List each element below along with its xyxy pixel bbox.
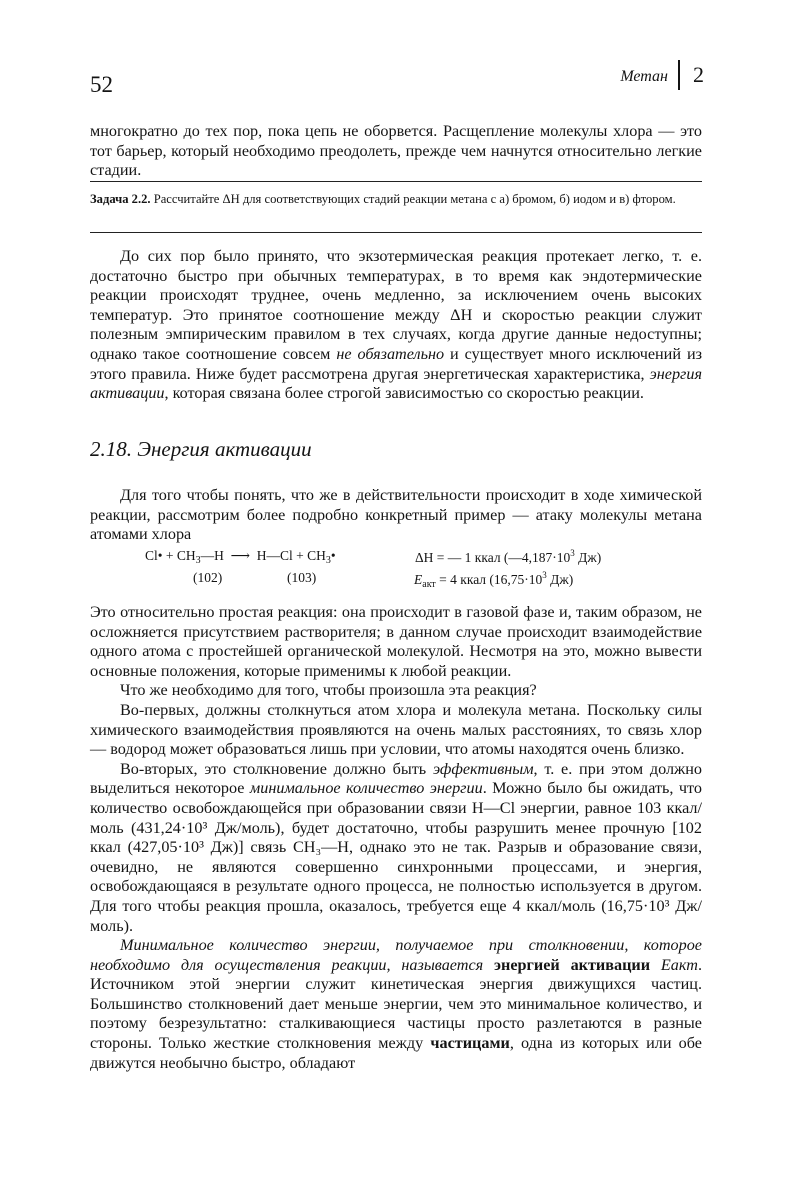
paragraph-simple-reaction [90, 603, 702, 1073]
problem-block [90, 191, 702, 208]
bold-text: частицами [430, 1034, 510, 1053]
subscript: 3 [325, 555, 331, 566]
paragraph-text: . Источником этой энергии служит кинетическая энергия движущихся частиц. Большинство столкновений дает меньше энергии, чем это минимальное количество, и поэтому безрезультатно: сталкивающиеся частицы просто разлетаются в разные стороны. Только жесткие столкновения между [90, 955, 702, 1053]
activation-energy-symbol: Eакт [660, 955, 698, 974]
paragraph-intro [90, 486, 702, 545]
bold-text: энергией активации [483, 955, 661, 974]
equation-ref-103: (103) [287, 570, 317, 585]
emphasis-text: эффективным [432, 759, 534, 778]
activation-energy-symbol: E [414, 572, 423, 587]
enthalpy-text: ΔH = — 1 ккал (—4,187·10 [415, 550, 571, 565]
problem-label: Задача 2.2. [90, 192, 151, 206]
activation-energy-value [414, 570, 573, 590]
paragraph-text: Это относительно простая реакция: она происходит в газовой фазе и, таким образом, не осложняется присутствием растворителя; в данном случае происходит взаимодействие одного атома с простейшей органической молекулой. Несмотря на это, можно вывести основные положения, которые применимы к любой реакции. [90, 603, 702, 680]
emphasis-text: Минимальное количество энергии, получаемое при столкновении, которое необходимо для осуществления реакции, называется [90, 936, 702, 974]
subscript: акт [422, 579, 436, 590]
subscript: 3 [195, 555, 201, 566]
paragraph-exothermic [90, 247, 702, 404]
paragraph-text: , которая связана более строгой зависимостью со скоростью реакции. [164, 384, 644, 403]
reaction-scheme [145, 548, 336, 566]
emphasis-text: минимальное количество энергии [249, 779, 483, 798]
reactant-formula: —H [200, 548, 224, 563]
section-title: 2.18. Энергия активации [90, 437, 312, 461]
paragraph-text: Во-вторых, это столкновение должно быть [120, 759, 433, 778]
activation-energy-text: = 4 ккал (16,75·10 [435, 572, 543, 587]
problem-top-rule [90, 181, 702, 182]
paragraph-text: , одна из которых или обе движутся необычно быстро, обладают [90, 1034, 702, 1072]
paragraph-text: Во-первых, должны столкнуться атом хлора и молекула метана. Поскольку силы химического взаимодействия проявляются на очень малых расстояниях, то связь хлор — водород может образоваться лишь при условии, что атомы находятся очень близко. [90, 700, 702, 759]
header-divider [678, 60, 680, 90]
lead-paragraph [90, 106, 702, 197]
product-formula: • [330, 548, 336, 563]
paragraph-text: Для того чтобы понять, что же в действительности происходит в ходе химической реакции, рассмотрим более подробно конкретный пример — атаку молекулы метана атомами хлора [90, 486, 702, 544]
lead-paragraph-text: многократно до тех пор, пока цепь не оборвется. Расщепление молекулы хлора — это тот барьер, который необходимо преодолеть, прежде чем начнутся относительно легкие стадии. [90, 122, 702, 180]
page-number: 52 [90, 72, 113, 97]
equation-ref-102: (102) [193, 570, 223, 585]
paragraph-text: , т. е. при этом должно выделиться некоторое [90, 759, 703, 798]
enthalpy-unit: Дж) [574, 550, 602, 565]
emphasis-text: не обязательно [336, 344, 445, 363]
paragraph-text: . Можно было бы ожидать, что количество освобождающейся при образовании связи H—Cl энергии, равное 103 ккал/моль (431,24·10³ Дж/моль), будет достаточно, чтобы разрушить менее прочную [102 ккал (427,05·10³ Дж)] связь CH₃—H, однако это не так. Разрыв и образование связи, очевидно, не являются совершенно синхронными процессами, и энергия, освобождающаяся в результате одного процесса, не полностью используется в другом. Для того чтобы реакция прошла, оказалось, требуется еще 4 ккал/моль (16,75·10³ Дж/моль). [90, 779, 702, 935]
paragraph-text: До сих пор было принято, что экзотермическая реакция протекает легко, т. е. достаточно быстро при обычных температурах, в то время как эндотермические реакции происходят труднее, очень медленно, за исключением очень высоких температур. Это принятое соотношение между ΔH и скоростью реакции служит полезным эмпирическим правилом в тех случаях, когда другие данные недоступны; однако такое соотношение совсем [90, 247, 702, 363]
superscript: 3 [570, 548, 575, 558]
running-head: Метан [620, 68, 668, 85]
paragraph-text: и существует много исключений из этого правила. Ниже будет рассмотрена другая энергетическая характеристика, [90, 344, 703, 383]
superscript: 3 [542, 570, 547, 580]
problem-text: Рассчитайте ΔH для соответствующих стадий реакции метана с а) бромом, б) иодом и в) фтором. [153, 192, 676, 206]
page-header [90, 60, 710, 100]
reactant-formula: Cl• + CH [145, 548, 196, 563]
product-formula: H—Cl + CH [256, 548, 326, 563]
paragraph-text: Что же необходимо для того, чтобы произошла эта реакция? [120, 681, 537, 700]
activation-energy-unit: Дж) [546, 572, 574, 587]
enthalpy-value [415, 548, 601, 566]
reaction-arrow: ⟶ [230, 548, 250, 563]
emphasis-text: энергия активации [90, 364, 702, 403]
problem-bottom-rule [90, 232, 702, 233]
chapter-number: 2 [693, 62, 704, 87]
